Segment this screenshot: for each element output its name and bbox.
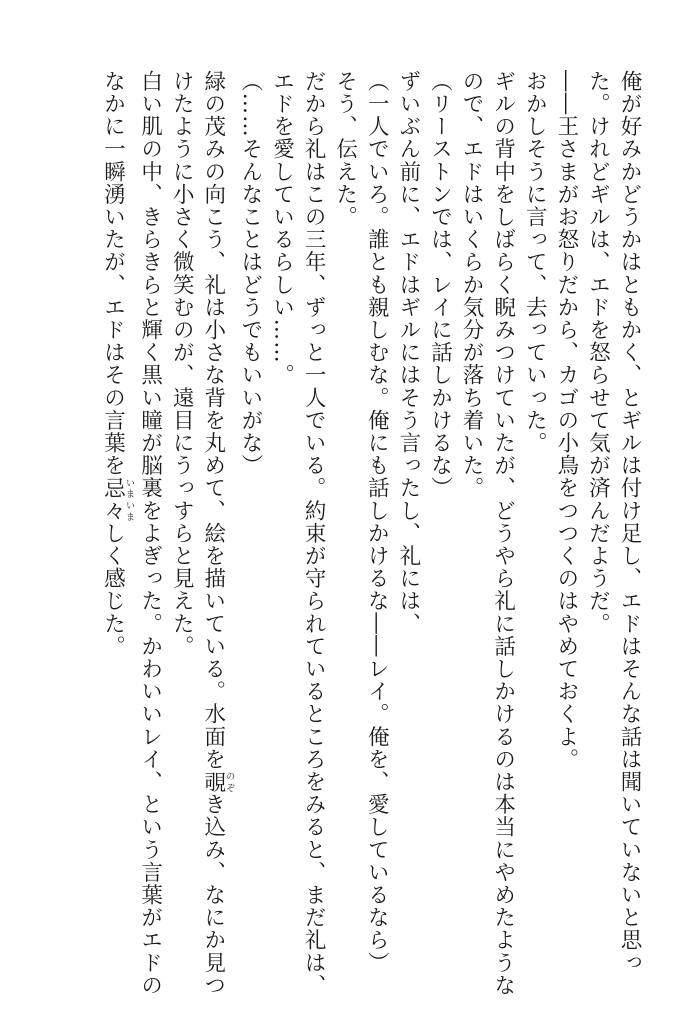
line-17-text: なかに一瞬湧いたが、エドはその言葉を [100, 70, 126, 477]
text-line-15: けたように小さく微笑むのが、遠目にうっすらと見えた。 [169, 70, 195, 658]
text-line-4: おかしそうに言って、去っていった。 [522, 70, 548, 455]
ruby-imaima [100, 476, 134, 523]
text-line-1: 俺が好みかどうかはともかく、とギルは付け足し、エドはそんな話は聞いていないと思っ [617, 70, 642, 974]
line-14-tail: き込み、なにか見つ [200, 793, 226, 997]
ruby-nozoki-base: 覗 [200, 770, 226, 794]
ruby-imaima-reading: いまいま [124, 476, 134, 522]
text-line-14 [197, 70, 235, 997]
line-17-tail: しく感じた。 [100, 522, 126, 658]
text-line-9: （一人でいろ。誰とも親しむな。俺にも話しかけるな――レイ。俺を、愛しているなら） [364, 70, 390, 974]
text-line-5: ギルの背中をしばらく睨みつけていたが、どうやら礼に話しかけるのは本当にやめたような [490, 70, 516, 997]
text-line-13: （……そんなことはどうでもいいがな） [237, 70, 263, 477]
vertical-text-block [97, 70, 645, 997]
text-line-17 [97, 70, 134, 970]
text-line-12: エドを愛しているらしい……。 [269, 70, 295, 387]
text-line-16: 白い肌の中、きらきらと輝く黒い瞳が脳裏をよぎった。かわいいレイ、という言葉がエドの [137, 70, 163, 997]
text-line-11: だから礼はこの三年、ずっと一人でいる。約束が守られているところをみると、まだ礼は、 [301, 70, 327, 997]
ruby-nozoki-reading: のぞ [224, 770, 235, 794]
text-line-3: ――王さまがお怒りだから、カゴの小鳥をつつくのはやめておくよ。 [553, 70, 579, 771]
ruby-imaima-base: 忌々 [100, 476, 126, 523]
text-line-7: （リーストンでは、レイに話しかけるな） [427, 70, 453, 500]
text-line-8: ずいぶん前に、エドはギルにはそう言ったし、礼には、 [395, 70, 421, 635]
text-line-10: そう、伝えた。 [332, 70, 358, 229]
ruby-nozoki [200, 770, 235, 794]
text-line-2: た。けれどギルは、エドを怒らせて気が済んだようだ。 [585, 70, 611, 635]
text-line-6: ので、エドはいくらか気分が落ち着いた。 [459, 70, 485, 500]
line-14-text: 緑の茂みの向こう、礼は小さな背を丸めて、絵を描いている。水面を [200, 70, 226, 771]
